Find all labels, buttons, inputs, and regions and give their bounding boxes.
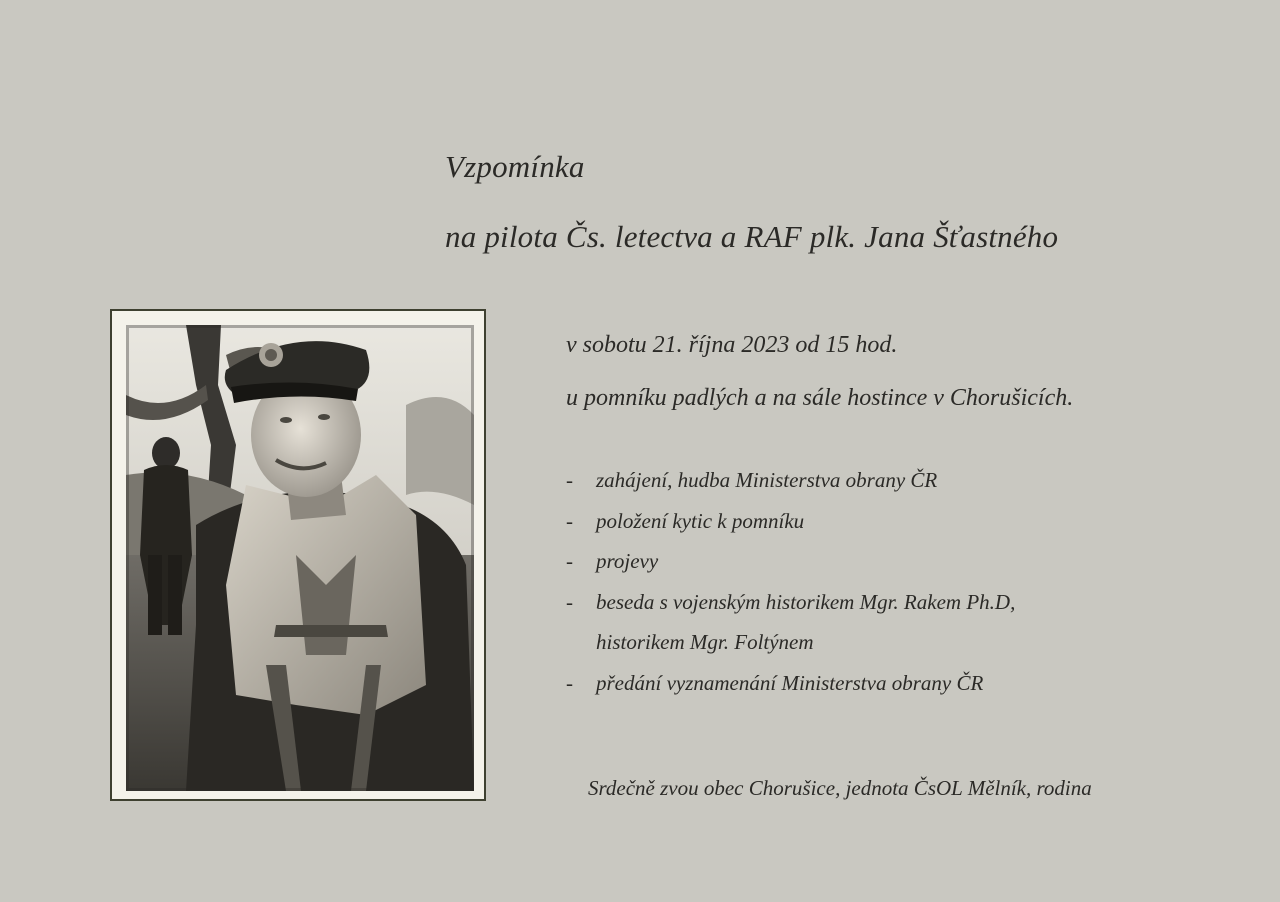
program-item	[566, 582, 1216, 663]
title-heading: Vzpomínka	[445, 149, 585, 184]
program-item-text: beseda s vojenským historikem Mgr. Rakem Ph.D,	[596, 589, 1016, 614]
program-item-dash: -	[566, 670, 573, 695]
event-place: u pomníku padlých a na sále hostince v Chorušicích.	[566, 385, 1074, 411]
program-item-dash: -	[566, 468, 573, 492]
program-item	[566, 460, 1216, 501]
program-item-dash: -	[566, 508, 573, 533]
pilot-portrait-illustration	[126, 325, 474, 791]
event-date: v sobotu 21. října 2023 od 15 hod.	[566, 332, 898, 358]
invitation-line: Srdečně zvou obec Chorušice, jednota ČsOL Mělník, rodina	[588, 776, 1092, 800]
title-subheading: na pilota Čs. letectva a RAF plk. Jana Šťastného	[445, 219, 1059, 254]
program-item	[566, 663, 1216, 704]
pilot-portrait-photo	[126, 325, 474, 791]
photo-frame	[110, 309, 486, 801]
program-list	[566, 460, 1216, 703]
program-item-dash: -	[566, 589, 573, 614]
program-item-dash: -	[566, 549, 573, 573]
program-item-text: předání vyznamenání Ministerstva obrany ČR	[596, 670, 984, 695]
event-details	[566, 319, 1216, 425]
program-item-text: projevy	[596, 549, 659, 573]
title-block	[445, 132, 1225, 272]
program-item	[566, 501, 1216, 542]
program-item-text: položení kytic k pomníku	[596, 508, 805, 533]
program-item-text: zahájení, hudba Ministerstva obrany ČR	[596, 468, 938, 492]
program-item-text-continued: historikem Mgr. Foltýnem	[596, 630, 814, 654]
program-item	[566, 541, 1216, 582]
